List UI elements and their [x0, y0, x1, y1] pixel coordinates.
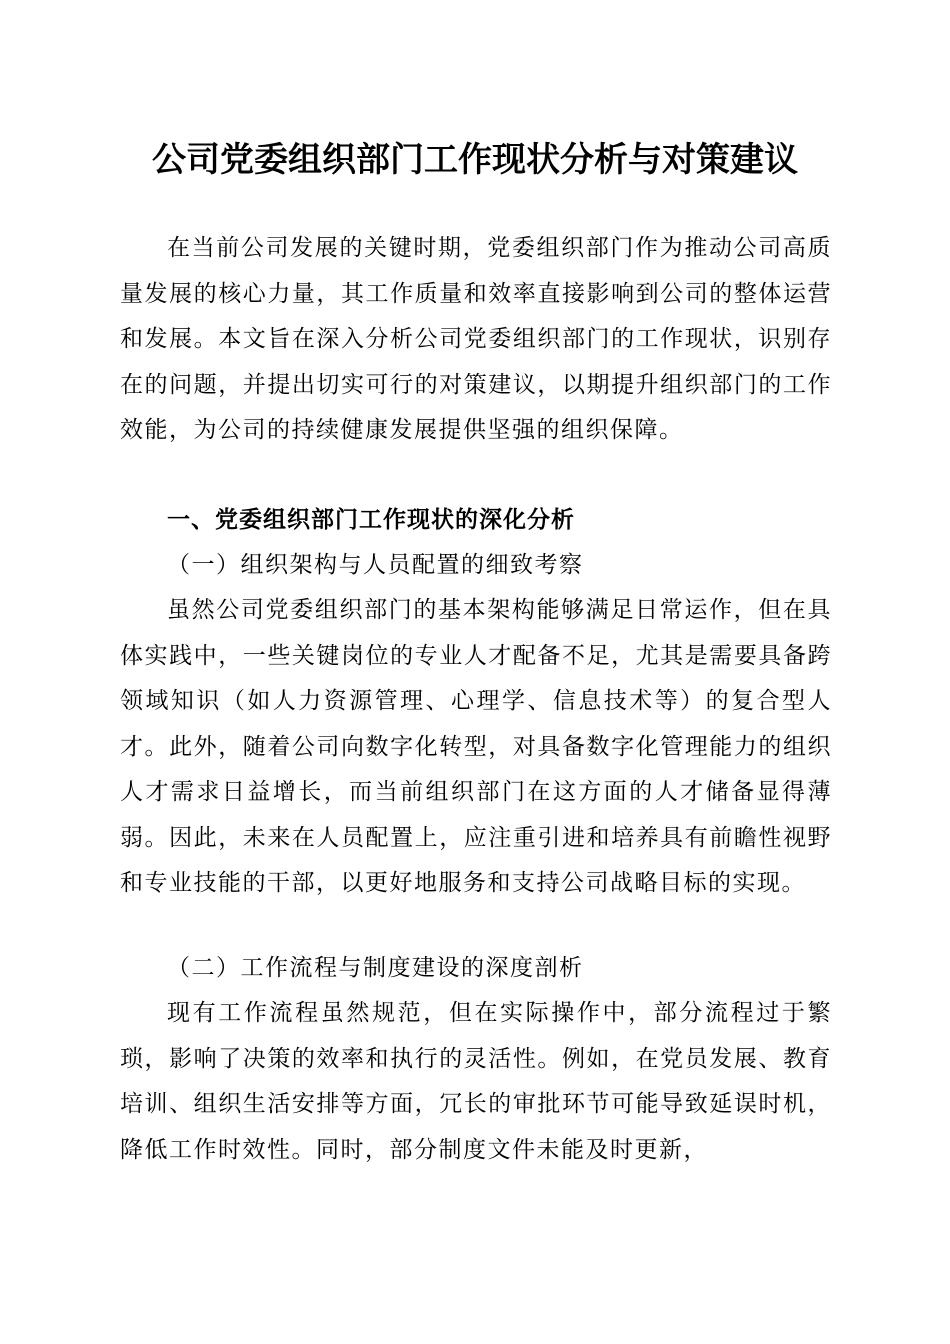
document-title: 公司党委组织部门工作现状分析与对策建议 — [152, 140, 798, 180]
subsection-1-paragraph: 虽然公司党委组织部门的基本架构能够满足日常运作，但在具体实践中，一些关键岗位的专业人才配备不足，尤其是需要具备跨领域知识（如人力资源管理、心理学、信息技术等）的复合型人才。此外，随着公司向数字化转型，对具备数字化管理能力的组织人才需求日益增长，而当前组织部门在这方面的人才储备显得薄弱。因此，未来在人员配置上，应注重引进和培养具有前瞻性视野和专业技能的干部，以更好地服务和支持公司战略目标的实现。 — [120, 597, 832, 896]
subsection-2-paragraph: 现有工作流程虽然规范，但在实际操作中，部分流程过于繁琐，影响了决策的效率和执行的灵活性。例如，在党员发展、教育培训、组织生活安排等方面，冗长的审批环节可能导致延误时机，降低工作时效性。同时，部分制度文件未能及时更新， — [120, 1000, 832, 1163]
section-1-heading: 一、党委组织部门工作现状的深化分析 — [167, 507, 575, 533]
subsection-1-heading: （一）组织架构与人员配置的细致考察 — [167, 552, 584, 578]
subsection-2-heading: （二）工作流程与制度建设的深度剖析 — [167, 955, 584, 981]
intro-paragraph: 在当前公司发展的关键时期，党委组织部门作为推动公司高质量发展的核心力量，其工作质量和效率直接影响到公司的整体运营和发展。本文旨在深入分析公司党委组织部门的工作现状，识别存在的问题，并提出切实可行的对策建议，以期提升组织部门的工作效能，为公司的持续健康发展提供坚强的组织保障。 — [120, 235, 832, 443]
